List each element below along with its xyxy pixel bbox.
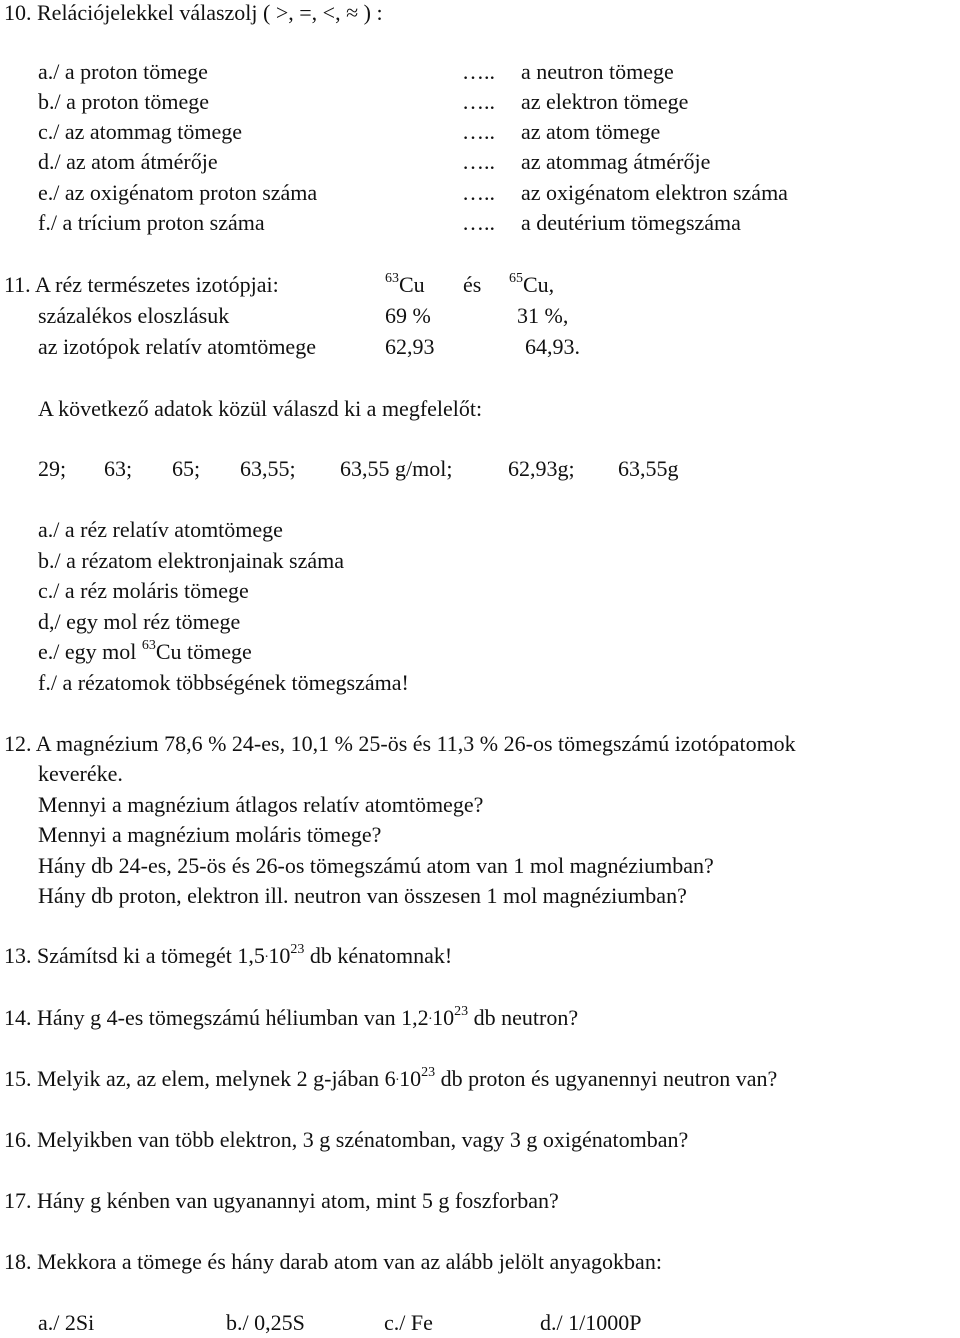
q12-line-6: Hány db proton, elektron ill. neutron van összesen 1 mol magnéziumban? [38, 883, 687, 908]
q14-dot: . [428, 1008, 433, 1023]
q10-title: 10. Relációjelekkel válaszolj ( >, =, <, ≈ ) : [4, 0, 383, 25]
q14-question [4, 1005, 578, 1035]
q11-item-f: f./ a rézatomok többségének tömegszáma! [38, 670, 409, 695]
q11-item-e-suffix: Cu tömege [155, 639, 252, 664]
q15-text: 15. Melyik az, az elem, melynek 2 g-jában 6 [4, 1066, 396, 1091]
q11-item-e-prefix: e./ egy mol [38, 639, 137, 664]
q10-left-f: f./ a trícium proton száma [38, 210, 265, 235]
q18-item-b: b./ 0,25S [226, 1310, 305, 1335]
q11-isotope-65 [509, 272, 554, 298]
q15-dot: . [395, 1069, 400, 1084]
q11-mass-63: 63 [385, 270, 399, 286]
q11-distribution-65: 31 %, [517, 303, 569, 328]
q11-mass-65-value: 64,93. [525, 334, 580, 359]
q12-line-1: 12. A magnézium 78,6 % 24-es, 10,1 % 25-ös és 11,3 % 26-os tömegszámú izotópatomok [4, 731, 796, 756]
q10-right-e: az oxigénatom elektron száma [521, 180, 788, 205]
q10-dots-b: ….. [462, 89, 495, 114]
q10-dots-f: ….. [462, 210, 495, 235]
q12-line-4: Mennyi a magnézium moláris tömege? [38, 822, 382, 847]
q11-mass-65: 65 [509, 270, 523, 286]
q15-base: 10 [399, 1066, 422, 1091]
q11-option: 63; [104, 456, 133, 481]
q17-question: 17. Hány g kénben van ugyanannyi atom, mint 5 g foszforban? [4, 1188, 559, 1213]
q10-right-b: az elektron tömege [521, 89, 689, 114]
q10-right-d: az atommag átmérője [521, 149, 711, 174]
q18-item-d: d./ 1/1000P [540, 1310, 642, 1335]
q18-item-c: c./ Fe [384, 1310, 433, 1335]
q11-option: 29; [38, 456, 67, 481]
q14-text-end: db neutron? [468, 1005, 579, 1030]
q11-intro: 11. A réz természetes izotópjai: [4, 272, 279, 297]
q13-text-end: db kénatomnak! [304, 943, 453, 968]
q11-item-b: b./ a rézatom elektronjainak száma [38, 548, 345, 573]
q11-item-c: c./ a réz moláris tömege [38, 578, 249, 603]
q14-base: 10 [432, 1005, 455, 1030]
q10-left-a: a./ a proton tömege [38, 59, 208, 84]
q14-exponent: 23 [454, 1003, 469, 1019]
q11-choose-instruction: A következő adatok közül válaszd ki a megfelelőt: [38, 396, 483, 421]
q13-exponent: 23 [290, 941, 305, 957]
q10-dots-a: ….. [462, 59, 495, 84]
q11-item-e [38, 639, 252, 665]
q10-right-c: az atom tömege [521, 119, 661, 144]
q18-title: 18. Mekkora a tömege és hány darab atom van az alább jelölt anyagokban: [4, 1249, 662, 1274]
q11-isotope-63 [385, 272, 425, 298]
q11-option: 62,93g; [508, 456, 575, 481]
q15-exponent: 23 [421, 1064, 436, 1080]
q10-dots-c: ….. [462, 119, 495, 144]
q14-text: 14. Hány g 4-es tömegszámú héliumban van 1,2 [4, 1005, 429, 1030]
q12-line-3: Mennyi a magnézium átlagos relatív atomtömege? [38, 792, 484, 817]
q10-right-a: a neutron tömege [521, 59, 674, 84]
q11-mass-label: az izotópok relatív atomtömege [38, 334, 316, 359]
q11-option: 63,55; [240, 456, 296, 481]
q11-item-a: a./ a réz relatív atomtömege [38, 517, 283, 542]
q13-question [4, 943, 452, 973]
q11-option: 63,55g [618, 456, 679, 481]
q10-dots-e: ….. [462, 180, 495, 205]
q15-text-end: db proton és ugyanennyi neutron van? [435, 1066, 778, 1091]
q11-item-e-mass: 63 [141, 637, 156, 653]
q16-question: 16. Melyikben van több elektron, 3 g szénatomban, vagy 3 g oxigénatomban? [4, 1127, 689, 1152]
q10-left-e: e./ az oxigénatom proton száma [38, 180, 318, 205]
q13-base: 10 [268, 943, 291, 968]
q10-dots-d: ….. [462, 149, 495, 174]
q11-mass-63-value: 62,93 [385, 334, 435, 359]
q12-line-2: keveréke. [38, 761, 123, 786]
q11-distribution-label: százalékos eloszlásuk [38, 303, 230, 328]
q11-and: és [463, 272, 482, 297]
q12-line-5: Hány db 24-es, 25-ös és 26-os tömegszámú atom van 1 mol magnéziumban? [38, 853, 714, 878]
q11-symbol-1: Cu [399, 272, 425, 297]
q11-item-d: d,/ egy mol réz tömege [38, 609, 241, 634]
q15-question [4, 1066, 777, 1096]
q10-right-f: a deutérium tömegszáma [521, 210, 741, 235]
q10-left-d: d./ az atom átmérője [38, 149, 218, 174]
q13-dot: . [264, 946, 269, 961]
q18-item-a: a./ 2Si [38, 1310, 95, 1335]
q11-distribution-63: 69 % [385, 303, 431, 328]
q11-option: 63,55 g/mol; [340, 456, 453, 481]
q11-option: 65; [172, 456, 201, 481]
q13-text: 13. Számítsd ki a tömegét 1,5 [4, 943, 265, 968]
q10-left-b: b./ a proton tömege [38, 89, 210, 114]
q11-symbol-2: Cu, [523, 272, 555, 297]
q10-left-c: c./ az atommag tömege [38, 119, 243, 144]
